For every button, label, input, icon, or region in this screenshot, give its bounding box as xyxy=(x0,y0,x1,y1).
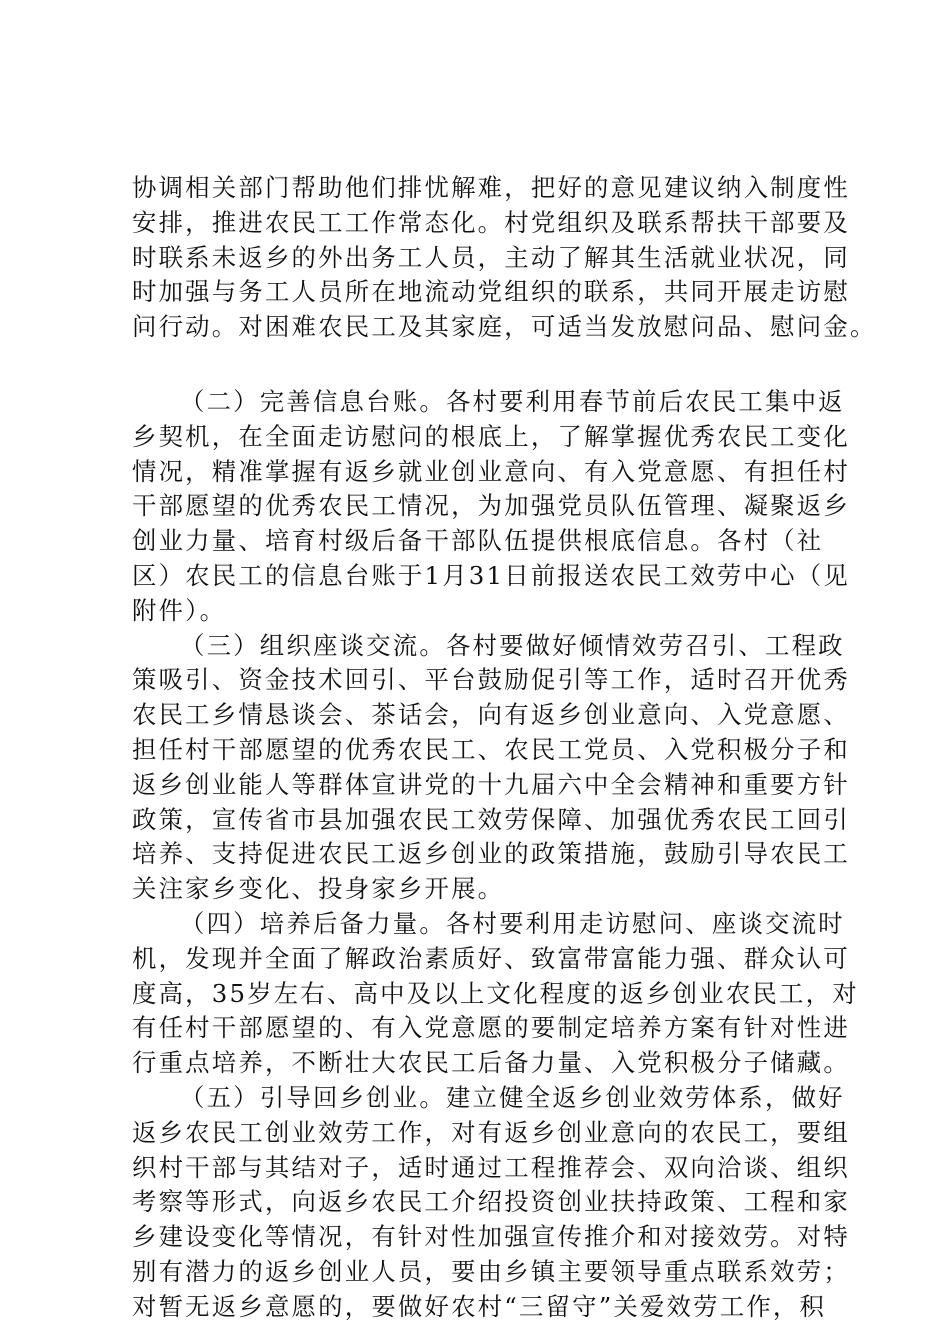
text-line: 返乡创业能人等群体宣讲党的十九届六中全会精神和重要方针 xyxy=(132,769,850,799)
text-line: 乡契机，在全面走访慰问的根底上，了解掌握优秀农民工变化 xyxy=(132,421,850,451)
text-line: 关注家乡变化、投身家乡开展。 xyxy=(132,874,505,904)
text-line: 机，发现并全面了解政治素质好、致富带富能力强、群众认可 xyxy=(132,943,850,973)
paragraph-p2 xyxy=(132,629,850,907)
text-line: 行重点培养，不断壮大农民工后备力量、入党积极分子储藏。 xyxy=(132,1048,850,1078)
paragraph-p3 xyxy=(132,907,859,1081)
text-line: 担任村干部愿望的优秀农民工、农民工党员、入党积极分子和 xyxy=(132,734,850,764)
text-line: （二）完善信息台账。各村要利用春节前后农民工集中返 xyxy=(180,386,845,416)
text-line: 策吸引、资金技术回引、平台鼓励促引等工作，适时召开优秀 xyxy=(132,665,850,695)
text-line: 创业力量、培育村级后备干部队伍提供根底信息。各村（社 xyxy=(132,526,824,556)
text-line: 时加强与务工人员所在地流动党组织的联系，共同开展走访慰 xyxy=(132,277,850,307)
text-line: 织村干部与其结对子，适时通过工程推荐会、双向洽谈、组织 xyxy=(132,1152,850,1182)
text-line: 培养、支持促进农民工返乡创业的政策措施，鼓励引导农民工 xyxy=(132,839,850,869)
paragraph-p4 xyxy=(132,1081,850,1325)
text-line: 有任村干部愿望的、有入党意愿的要制定培养方案有针对性进 xyxy=(132,1013,850,1043)
paragraph-p1 xyxy=(132,385,850,629)
text-line: 干部愿望的优秀农民工情况，为加强党员队伍管理、凝聚返乡 xyxy=(132,491,850,521)
text-line: 时联系未返乡的外出务工人员，主动了解其生活就业状况，同 xyxy=(132,242,850,272)
text-line: 附件）。 xyxy=(132,595,227,625)
document-page xyxy=(132,171,877,1325)
text-line: （五）引导回乡创业。建立健全返乡创业效劳体系，做好 xyxy=(180,1082,845,1112)
text-line: 对暂无返乡意愿的，要做好农村“三留守”关爱效劳工作，积 xyxy=(132,1291,827,1321)
text-line: （四）培养后备力量。各村要利用走访慰问、座谈交流时 xyxy=(180,908,845,938)
text-line: 返乡农民工创业效劳工作，对有返乡创业意向的农民工，要组 xyxy=(132,1117,850,1147)
text-line: 问行动。对困难农民工及其家庭，可适当发放慰问品、慰问金。 xyxy=(132,312,877,342)
paragraph-p0 xyxy=(132,171,877,345)
text-line: （三）组织座谈交流。各村要做好倾情效劳召引、工程政 xyxy=(180,630,845,660)
text-line: 考察等形式，向返乡农民工介绍投资创业扶持政策、工程和家 xyxy=(132,1187,850,1217)
text-line: 协调相关部门帮助他们排忧解难，把好的意见建议纳入制度性 xyxy=(132,173,850,202)
text-line: 度高，35岁左右、高中及以上文化程度的返乡创业农民工，对 xyxy=(132,978,859,1008)
text-line: 政策，宣传省市县加强农民工效劳保障、加强优秀农民工回引 xyxy=(132,804,850,834)
text-line: 区）农民工的信息台账于1月31日前报送农民工效劳中心（见 xyxy=(132,560,850,590)
text-line: 安排，推进农民工工作常态化。村党组织及联系帮扶干部要及 xyxy=(132,207,850,237)
paragraph-spacer xyxy=(132,345,832,385)
text-line: 乡建设变化等情况，有针对性加强宣传推介和对接效劳。对特 xyxy=(132,1222,850,1252)
text-line: 别有潜力的返乡创业人员，要由乡镇主要领导重点联系效劳； xyxy=(132,1256,850,1286)
text-line: 情况，精准掌握有返乡就业创业意向、有入党意愿、有担任村 xyxy=(132,456,850,486)
text-line: 农民工乡情恳谈会、茶话会，向有返乡创业意向、入党意愿、 xyxy=(132,700,850,730)
